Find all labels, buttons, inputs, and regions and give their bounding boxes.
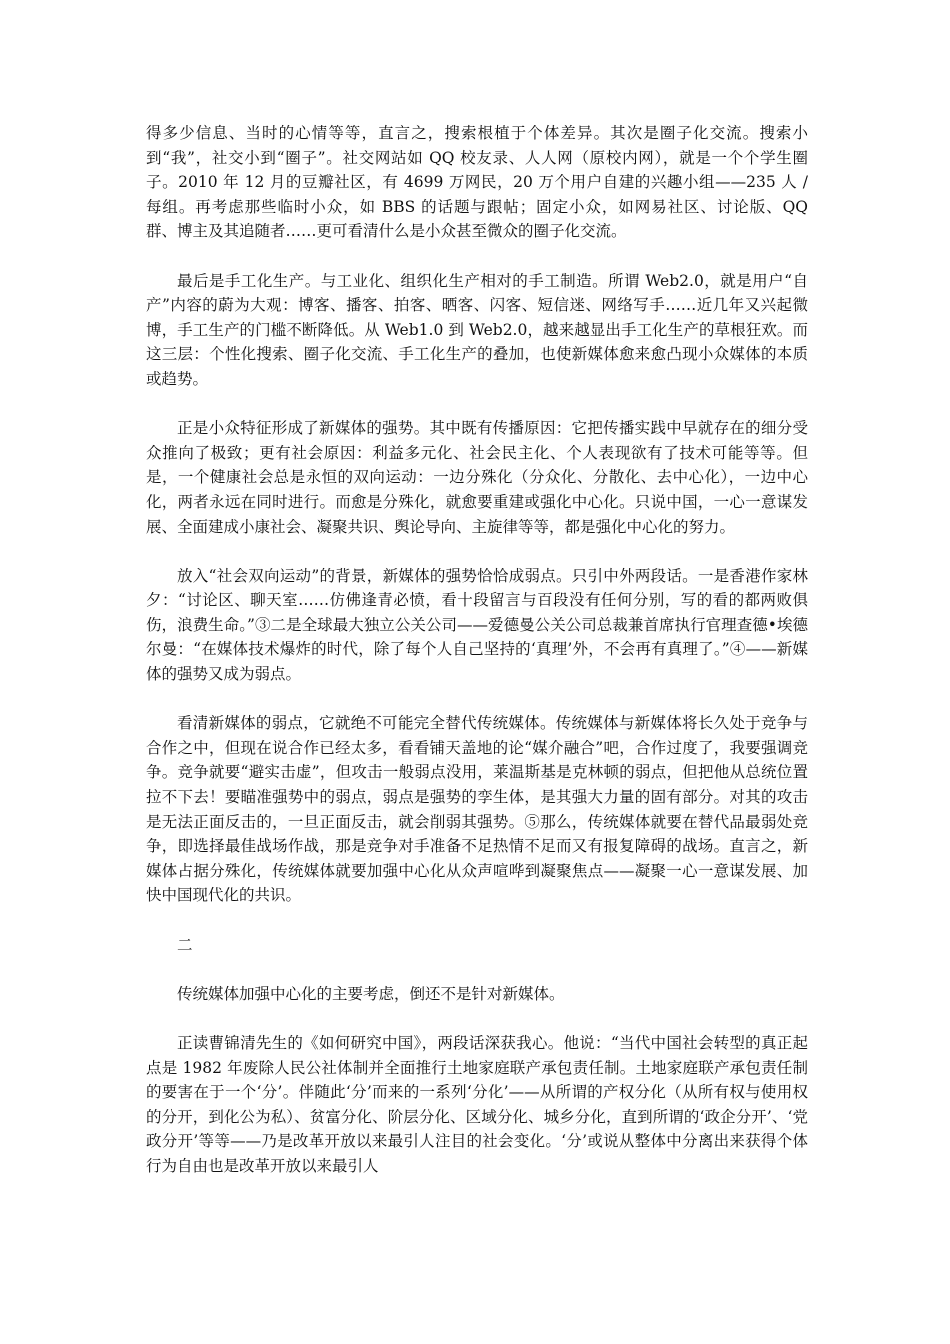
paragraph-1: 得多少信息、当时的心情等等，直言之，搜索根植于个体差异。其次是圈子化交流。搜索小到“我”，社交小到“圈子”。社交网站如 QQ 校友录、人人网（原校内网），就是一个个学生圈子。2010 年 12 月的豆瓣社区，有 4699 万网民，20 万个用户自建的兴趣小组——235 人 / 每组。再考虑那些临时小众，如 BBS 的话题与跟帖；固定小众，如网易社区、讨论版、QQ 群、博主及其追随者……更可看清什么是小众甚至微众的圈子化交流。 [146, 124, 808, 241]
paragraph-2: 最后是手工化生产。与工业化、组织化生产相对的手工制造。所谓 Web2.0，就是用户“自产”内容的蔚为大观：博客、播客、拍客、晒客、闪客、短信迷、网络写手……近几年又兴起微博，手工生产的门槛不断降低。从 Web1.0 到 Web2.0，越来越显出手工化生产的草根狂欢。而这三层：个性化搜索、圈子化交流、手工化生产的叠加，也使新媒体愈来愈凸现小众媒体的本质或趋势。 [146, 271, 808, 388]
paragraph-3: 正是小众特征形成了新媒体的强势。其中既有传播原因：它把传播实践中早就存在的细分受众推向了极致；更有社会原因：利益多元化、社会民主化、个人表现欲有了技术可能等等。但是，一个健康社会总是永恒的双向运动：一边分殊化（分众化、分散化、去中心化），一边中心化，两者永远在同时进行。而愈是分殊化，就愈要重建或强化中心化。只说中国，一心一意谋发展、全面建成小康社会、凝聚共识、舆论导向、主旋律等等，都是强化中心化的努力。 [146, 419, 808, 536]
paragraph-7: 正读曹锦清先生的《如何研究中国》，两段话深获我心。他说：“当代中国社会转型的真正起点是 1982 年废除人民公社体制并全面推行土地家庭联产承包责任制。土地家庭联产承包责任制的要害在于一个‘分’。伴随此‘分’而来的一系列‘分化’——从所谓的产权分化（从所有权与使用权的分开，到化公为私）、贫富分化、阶层分化、区域分化、城乡分化，直到所谓的‘政企分开’、‘党政分开’等等——乃是改革开放以来最引人注目的社会变化。‘分’或说从整体中分离出来获得个体行为自由也是改革开放以来最引人 [146, 1033, 808, 1175]
document-page [146, 121, 808, 1203]
paragraph-5: 看清新媒体的弱点，它就绝不可能完全替代传统媒体。传统媒体与新媒体将长久处于竞争与合作之中，但现在说合作已经太多，看看铺天盖地的论“媒介融合”吧，合作过度了，我要强调竞争。竞争就要“避实击虚”，但攻击一般弱点没用，莱温斯基是克林顿的弱点，但把他从总统位置拉不下去！要瞄准强势中的弱点，弱点是强势的孪生体，是其强大力量的固有部分。对其的攻击是无法正面反击的，一旦正面反击，就会削弱其强势。⑤那么，传统媒体就要在替代品最弱处竞争，即选择最佳战场作战，那是竞争对手准备不足热情不足而又有报复障碍的战场。直言之，新媒体占据分殊化，传统媒体就要加强中心化从众声喧哗到凝聚焦点——凝聚一心一意谋发展、加快中国现代化的共识。 [146, 714, 808, 905]
paragraph-6: 传统媒体加强中心化的主要考虑，倒还不是针对新媒体。 [177, 984, 565, 1003]
paragraph-4: 放入“社会双向运动”的背景，新媒体的强势恰恰成弱点。只引中外两段话。一是香港作家林夕：“讨论区、聊天室……仿佛逢青必愤，看十段留言与百段没有任何分别，写的看的都两败俱伤，浪费生命。”③二是全球最大独立公关公司——爱德曼公关公司总裁兼首席执行官理查德•埃德尔曼：“在媒体技术爆炸的时代，除了每个人自己坚持的‘真理’外，不会再有真理了。”④——新媒体的强势又成为弱点。 [146, 566, 808, 684]
section-heading: 二 [177, 935, 193, 954]
